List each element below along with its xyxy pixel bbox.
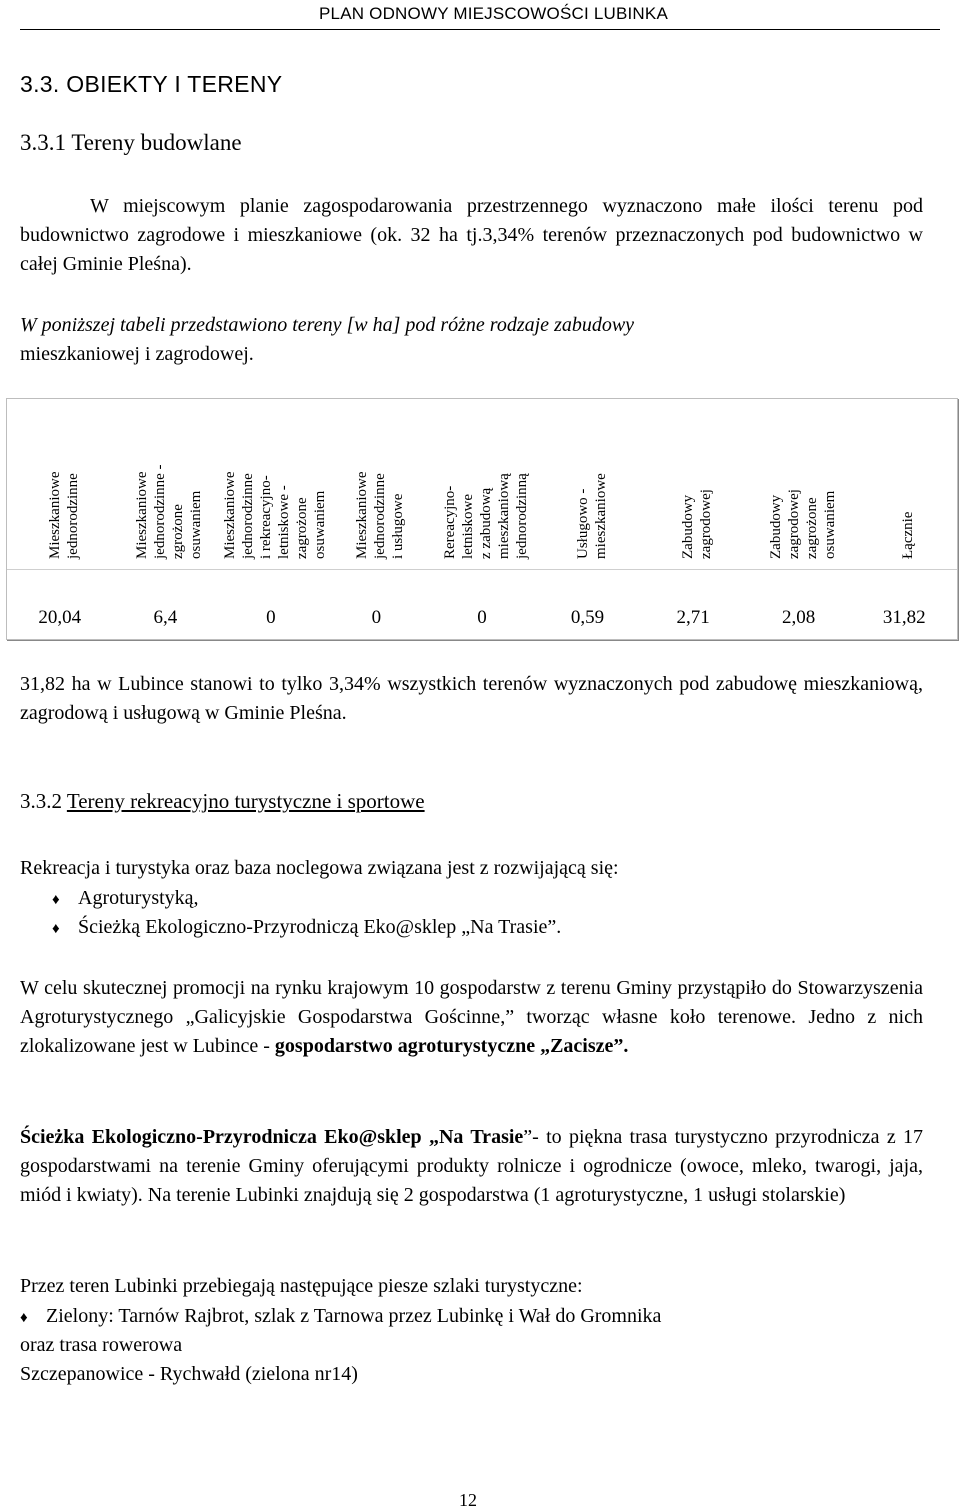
farm-name: gospodarstwo agroturystyczne „Zacisze”.	[274, 1035, 629, 1057]
list-item: ♦ Zielony: Tarnów Rajbrot, szlak z Tarnowa przez Lubinkę i Wał do Gromnika	[20, 1302, 661, 1333]
table-header-cell	[535, 399, 641, 569]
table-cell: 31,82	[882, 607, 926, 628]
table-header-divider	[7, 569, 957, 570]
section-title: 3.3. OBIEKTY I TERENY	[20, 71, 283, 97]
table-header-label: Mieszkaniowe jednorodzinne - zgrożone osuwaniem	[134, 464, 205, 559]
eco-path-name: Ścieżka Ekologiczno-Przyrodnicza Eko@sklep „Na Trasie	[20, 1126, 524, 1148]
subsection-2-heading: Tereny rekreacyjno turystyczne i sportowe	[66, 789, 425, 813]
table-header-label: Łącznie	[900, 511, 917, 559]
subsection-2-number: 3.3.2	[20, 789, 62, 813]
list-item: ♦ Agroturystyką,	[52, 884, 199, 915]
table-cell: 20,04	[38, 607, 82, 628]
table-cell: 0	[371, 607, 382, 628]
table-header-label: Rereacyjno- letniskowe z zabudową mieszkaniową jednorodzinną	[441, 473, 530, 559]
table-header-label: Mieszkaniowe jednorodzinne i usługowe	[354, 471, 407, 559]
paragraph-trails: Przez teren Lubinki przebiegają następujące piesze szlaki turystyczne:	[20, 1275, 583, 1297]
table-cell: 2,71	[676, 607, 710, 628]
table-header-label: Zabudowy zagrodowej zagrożone osuwaniem	[767, 489, 838, 559]
bike-route-name: Szczepanowice - Rychwałd (zielona nr14)	[20, 1363, 358, 1385]
page-header-title: PLAN ODNOWY MIEJSCOWOŚCI LUBINKA	[319, 4, 668, 23]
table-header-label: Mieszkaniowe jednorodzinne i rekreacyjno- letniskowe - zagrożone osuwaniem	[221, 471, 328, 559]
paragraph-summary: 31,82 ha w Lubince stanowi to tylko 3,34% wszystkich terenów wyznaczonych pod zabudowę mieszkaniową, zagrodową i usługową w Gminie Pleśna.	[20, 673, 923, 724]
paragraph-eco-path: Ścieżka Ekologiczno-Przyrodnicza Eko@sklep „Na Trasie”- to piękna trasa turystyczno przyrodnicza z 17 gospodarstwami na terenie Gminy oferującymi produkty rolnicze i ogrodnicze (owoce, mleko, twarogi, jaja, miód i kwiaty). Na terenie Lubinki znajdują się 2 gospodarstwa (1 agroturystyczne, 1 usługi stolarskie)	[20, 1126, 923, 1206]
table-header-cell	[640, 399, 746, 569]
land-use-table	[6, 398, 958, 640]
table-cell: 2,08	[782, 607, 816, 628]
bike-route-label: oraz trasa rowerowa	[20, 1334, 183, 1356]
page-number: 12	[459, 1490, 477, 1510]
table-header-label: Zabudowy zagrodowej	[680, 489, 715, 559]
table-header-cell	[7, 399, 113, 569]
header-rule	[20, 29, 940, 30]
subsection-2-title	[20, 789, 425, 814]
table-intro-normal: mieszkaniowej i zagrodowej.	[20, 343, 254, 365]
diamond-bullet-icon: ♦	[52, 892, 60, 908]
table-intro-italic: W poniższej tabeli przedstawiono tereny [w ha] pod różne rodzaje zabudowy	[20, 314, 635, 336]
table-header-label: Usługowo - mieszkaniowe	[574, 473, 609, 559]
table-header-cell	[218, 399, 328, 569]
paragraph-intro: W miejscowym planie zagospodarowania przestrzennego wyznaczono małe ilości terenu pod budownictwo zagrodowe i mieszkaniowe (ok. 32 ha tj.3,34% terenów przeznaczonych pod budownictwo w całej Gminie Pleśna).	[20, 195, 923, 275]
table-header-cell	[324, 399, 430, 569]
table-header-cell	[851, 399, 957, 569]
list-item: ♦ Ścieżką Ekologiczno-Przyrodniczą Eko@sklep „Na Trasie”.	[52, 913, 561, 944]
table-header-cell	[113, 399, 219, 569]
table-cell: 6,4	[153, 607, 178, 628]
table-header-label: Mieszkaniowe jednorodzinne	[46, 471, 81, 559]
paragraph-promotion: W celu skutecznej promocji na rynku krajowym 10 gospodarstw z terenu Gminy przystąpiło do Stowarzyszenia Agroturystycznego „Galicyjskie Gospodarstwa Gościnne,” tworząc własne koło terenowe. Jedno z nich zlokalizowane jest w Lubince - gospodarstwo agroturystyczne „Zacisze”.	[20, 977, 923, 1057]
paragraph-table-intro	[20, 311, 923, 369]
paragraph-recreation: Rekreacja i turystyka oraz baza noclegowa związana jest z rozwijającą się:	[20, 857, 619, 879]
table-cell: 0	[477, 607, 487, 628]
diamond-bullet-icon: ♦	[52, 921, 60, 937]
table-cell: 0	[266, 607, 276, 628]
table-header-cell	[429, 399, 535, 569]
table-cell: 0,59	[570, 607, 605, 628]
diamond-bullet-icon: ♦	[20, 1310, 28, 1326]
subsection-title: 3.3.1 Tereny budowlane	[20, 130, 242, 155]
table-header-cell	[746, 399, 852, 569]
